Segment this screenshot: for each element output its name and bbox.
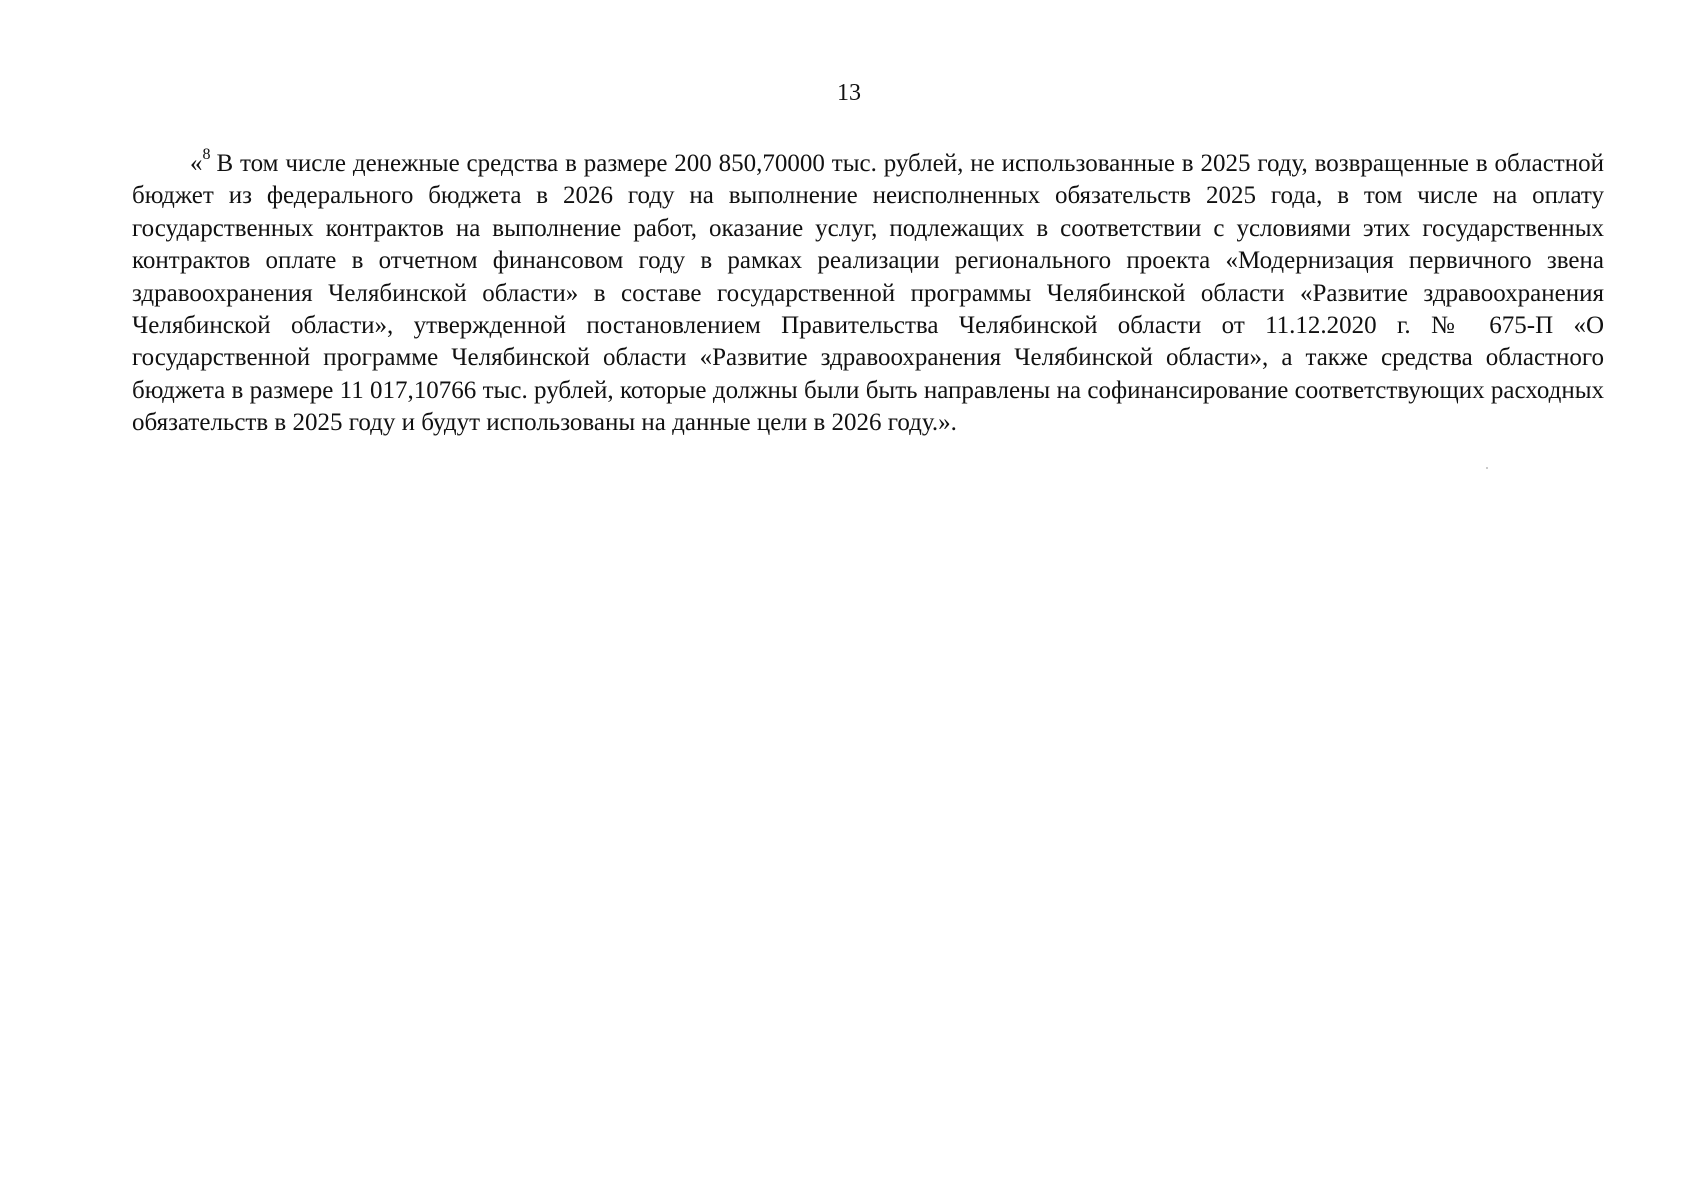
scan-speck [1486,467,1488,469]
footnote-open-quote: « [190,150,203,177]
footnote-marker: 8 [202,146,211,163]
footnote-text: В том числе денежные средства в размере 200 850,70000 тыс. рублей, не использованные в 2025 году, возвращенные в областной бюджет из федерального бюджета в 2026 году на выполнение неисполненных обязательств 2025 года, в том числе на оплату государственных контрактов на выполнение работ, оказание услуг, подлежащих в соответствии с условиями этих государственных контрактов оплате в отчетном финансовом году в рамках реализации регионального проекта «Модернизация первичного звена здравоохранения Челябинской области» в составе государственной программы Челябинской области «Развитие здравоохранения Челябинской области», утвержденной постановлением Правительства Челябинской области от 11.12.2020 г. № 675-П «О государственной программе Челябинской области «Развитие здравоохранения Челябинской области», а также средства областного бюджета в размере 11 017,10766 тыс. рублей, которые должны были быть направлены на софинансирование соответствующих расходных обязательств в 2025 году и будут использованы на данные цели в 2026 году.». [132,150,1604,437]
page-number: 13 [837,80,861,106]
footnote-paragraph [132,148,1604,440]
